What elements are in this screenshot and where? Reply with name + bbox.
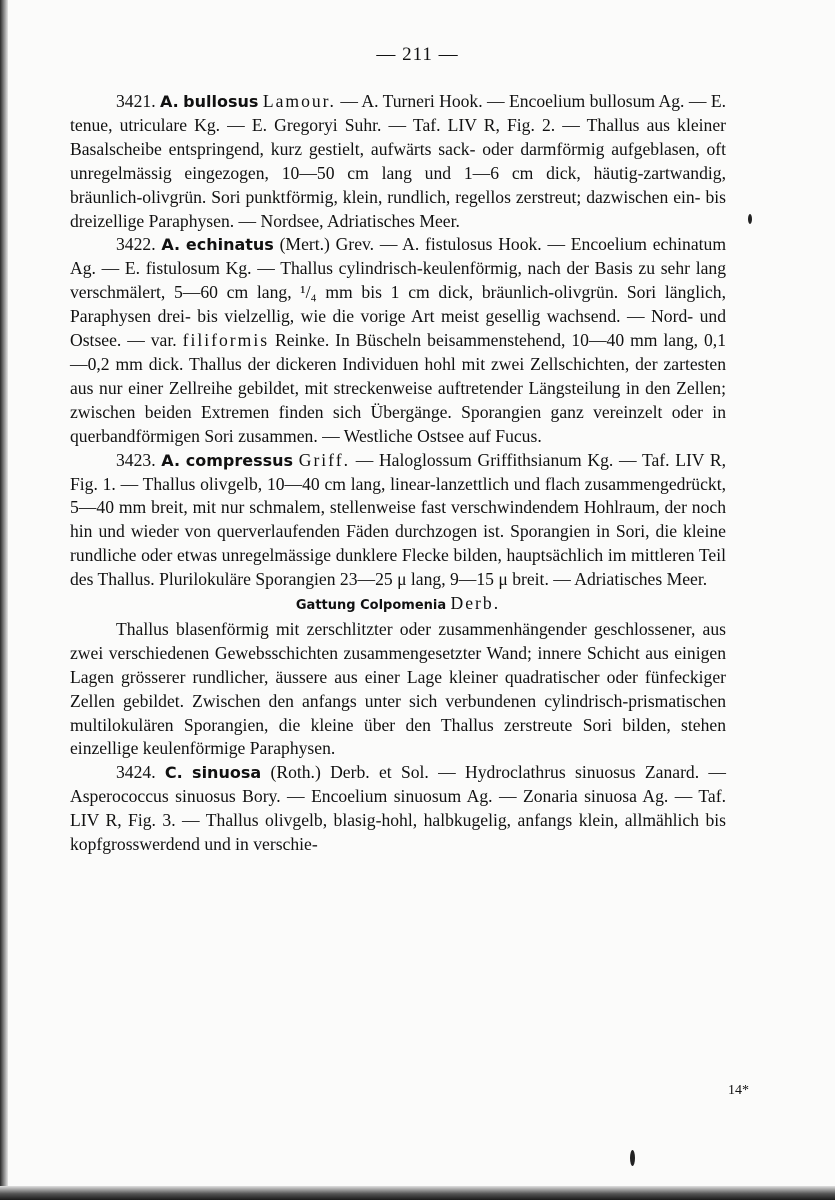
species-name: compressus <box>185 450 294 470</box>
entry-text: — A. fistulosus Hook. — Encoelium echinatum Ag. — E. fistulosum Kg. — Thallus cylindrisch-keulenförmig, nach der Basis zu sehr lang verschmälert, 5—60 cm lang, ¹/₄ mm bis 1 cm dick, bräunlich-olivgrün. Sori länglich, Paraphysen drei- bis vielzellig, wie die vorige Art meist gesellig wachsend. — Nord- und Ostsee. — var. <box>70 234 727 351</box>
species-name: bullosus <box>183 92 259 111</box>
genus-description: Thallus blasenförmig mit zerschlitzter oder zusammenhängender geschlossener, aus zwei verschiedenen Gewebsschichten zusammengesetzter Wand; innere Schicht aus einigen Lagen grösserer rundlicher, äussere aus einer Lage kleiner quadratischer oder fünfeckiger Zellen gebildet. Zwischen den anfangs unter sich verbundenen cylindrisch-prismatischen multilokulären Sporangien, die kleine über den Thallus zerstreute Sori bilden, stehen einzellige keulenförmige Paraphysen. <box>70 618 726 759</box>
variety-name: filiformis <box>182 330 270 351</box>
genus-abbr: A. <box>160 92 179 111</box>
entry-number: 3423. <box>116 449 156 470</box>
ink-speck <box>748 214 752 224</box>
text-column <box>70 90 726 857</box>
entry-number: 3424. <box>116 762 156 783</box>
species-name: echinatus <box>185 235 274 255</box>
entry-3421 <box>70 90 726 233</box>
genus-abbr: A. <box>161 450 181 470</box>
entry-3424 <box>70 761 726 857</box>
species-author: (Roth.) Derb. et Sol. <box>270 762 429 783</box>
page-binding-shadow <box>0 0 8 1200</box>
entry-text: — Haloglossum Griffithsianum Kg. — Taf. LIV R, Fig. 1. — Thallus olivgelb, 10—40 cm lang, linear-lanzettlich und flach zusammengedrückt, 5—40 mm breit, mit nur schmalem, stellenweise fast verschwindendem Hohlraum, der noch hin und wieder von querverlaufenden Fäden durchzogen ist. Sporangien in Sori, die kleine rundliche oder etwas unregelmässige dunklere Flecke bilden, hauptsächlich im mittleren Teil des Thallus. Plurilokuläre Sporangien 23—25 μ lang, 9—15 μ breit. — Adriatisches Meer. <box>70 449 727 590</box>
species-author: Griff. <box>298 449 350 470</box>
genus-abbr: A. <box>161 235 181 255</box>
species-author: Lamour. <box>262 91 336 111</box>
genus-author: Derb. <box>450 593 501 614</box>
variety-text: Reinke. In Büscheln beisammenstehend, 10—40 mm lang, 0,1—0,2 mm dick. Thallus der dickeren Individuen hohl mit zwei Zellschichten, der zartesten aus nur einer Zellreihe gebildet, mit streckenweise auftretender Längsteilung in den Zellen; zwischen beiden Extremen finden sich Übergänge. Sporangien ganz vereinzelt oder in querbandförmigen Sori zusammen. — Westliche Ostsee auf Fucus. <box>70 330 726 446</box>
ink-speck <box>630 1150 635 1166</box>
genus-heading <box>70 592 726 618</box>
species-name: sinuosa <box>192 763 262 783</box>
genus-abbr: C. <box>164 763 183 783</box>
page-bottom-shadow <box>0 1186 835 1200</box>
entry-number: 3422. <box>116 234 156 255</box>
genus-title: Gattung Colpomenia <box>295 598 447 614</box>
species-author: (Mert.) Grev. <box>279 234 375 255</box>
entry-3423 <box>70 449 726 592</box>
entry-text: — A. Turneri Hook. — Encoelium bullosum Ag. — E. tenue, utriculare Kg. — E. Gregoryi Suhr. — Taf. LIV R, Fig. 2. — Thallus aus kleiner Basalscheibe entspringend, kurz gestielt, aufwärts sack- oder darmförmig aufgeblasen, oft unregelmässig eingezogen, 10—50 cm lang und 1—6 cm dick, häutig-zartwandig, bräunlich-olivgrün. Sori punktförmig, klein, rundlich, regellos zerstreut; dazwischen ein- bis dreizellige Paraphysen. — Nordsee, Adriatisches Meer. <box>70 91 726 231</box>
signature-mark: 14* <box>728 1083 749 1098</box>
entry-3422 <box>70 233 726 448</box>
entry-number: 3421. <box>116 91 156 111</box>
page-number: — 211 — <box>376 44 459 65</box>
entry-text: — Hydroclathrus sinuosus Zanard. — Asperococcus sinuosus Bory. — Encoelium sinuosum Ag. — Zonaria sinuosa Ag. — Taf. LIV R, Fig. 3. — Thallus olivgelb, blasig-hohl, halbkugelig, anfangs klein, allmählich bis kopfgrosswerdend und in verschie- <box>70 762 727 855</box>
